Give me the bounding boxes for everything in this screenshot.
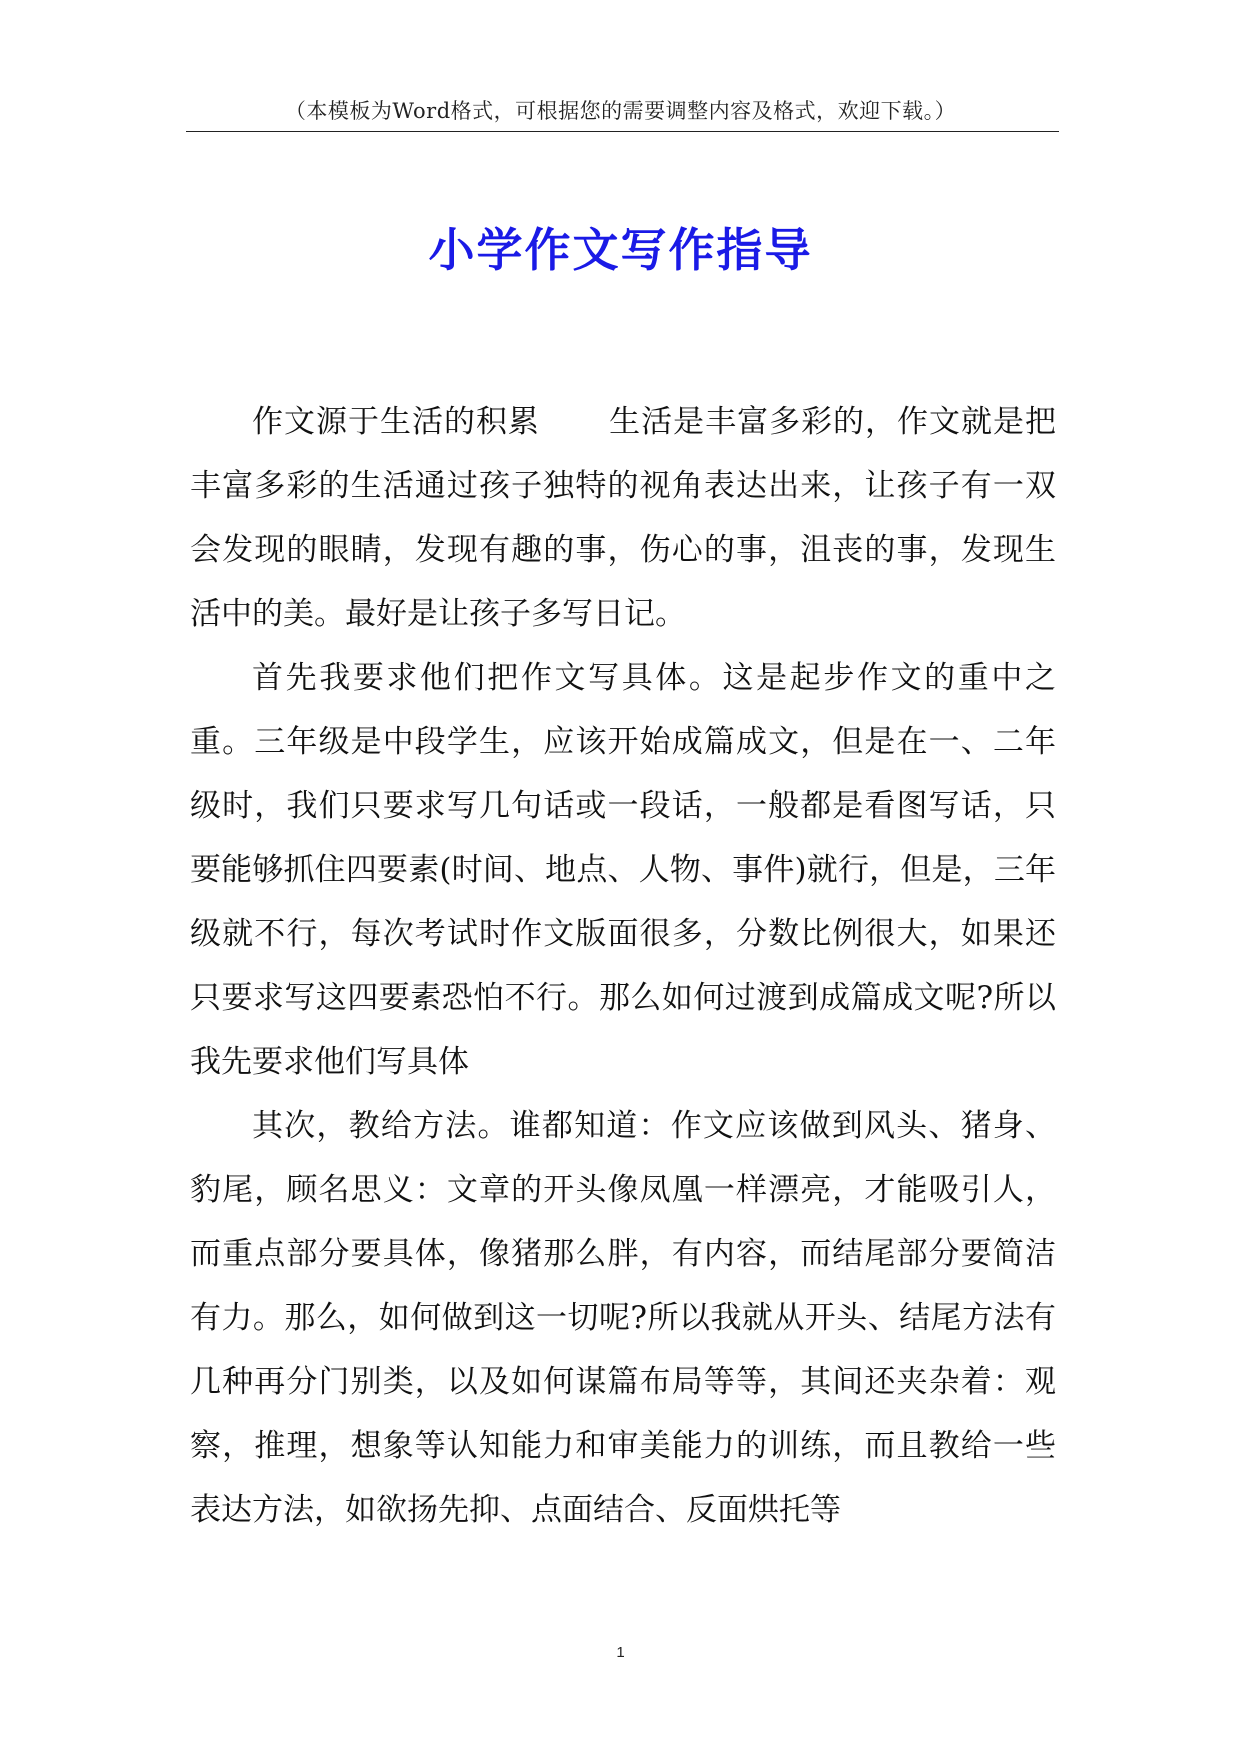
header-divider xyxy=(186,131,1059,132)
document-body xyxy=(190,390,1056,1542)
document-title: 小学作文写作指导 xyxy=(428,223,813,277)
paragraph-1 xyxy=(190,390,1056,646)
paragraph-1-lead: 作文源于生活的积累 xyxy=(252,404,540,440)
paragraph-1-text: 生活是丰富多彩的，作文就是把丰富多彩的生活通过孩子独特的视角表达出来，让孩子有一双会发现的眼睛，发现有趣的事，伤心的事，沮丧的事，发现生活中的美。最好是让孩子多写日记。 xyxy=(190,404,1057,632)
paragraph-2: 首先我要求他们把作文写具体。这是起步作文的重中之重。三年级是中段学生，应该开始成篇成文，但是在一、二年级时，我们只要求写几句话或一段话，一般都是看图写话，只要能够抓住四要素(时间、地点、人物、事件)就行，但是，三年级就不行，每次考试时作文版面很多，分数比例很大，如果还只要求写这四要素恐怕不行。那么如何过渡到成篇成文呢?所以我先要求他们写具体 xyxy=(190,660,1056,1080)
template-note: （本模板为Word格式，可根据您的需要调整内容及格式，欢迎下载。） xyxy=(284,99,957,123)
page-number: 1 xyxy=(616,1644,625,1661)
paragraph-3: 其次，教给方法。谁都知道：作文应该做到风头、猪身、豹尾，顾名思义：文章的开头像凤凰一样漂亮，才能吸引人，而重点部分要具体，像猪那么胖，有内容，而结尾部分要简洁有力。那么，如何做到这一切呢?所以我就从开头、结尾方法有几种再分门别类，以及如何谋篇布局等等，其间还夹杂着：观察，推理，想象等认知能力和审美能力的训练，而且教给一些表达方法，如欲扬先抑、点面结合、反面烘托等 xyxy=(190,1108,1056,1528)
